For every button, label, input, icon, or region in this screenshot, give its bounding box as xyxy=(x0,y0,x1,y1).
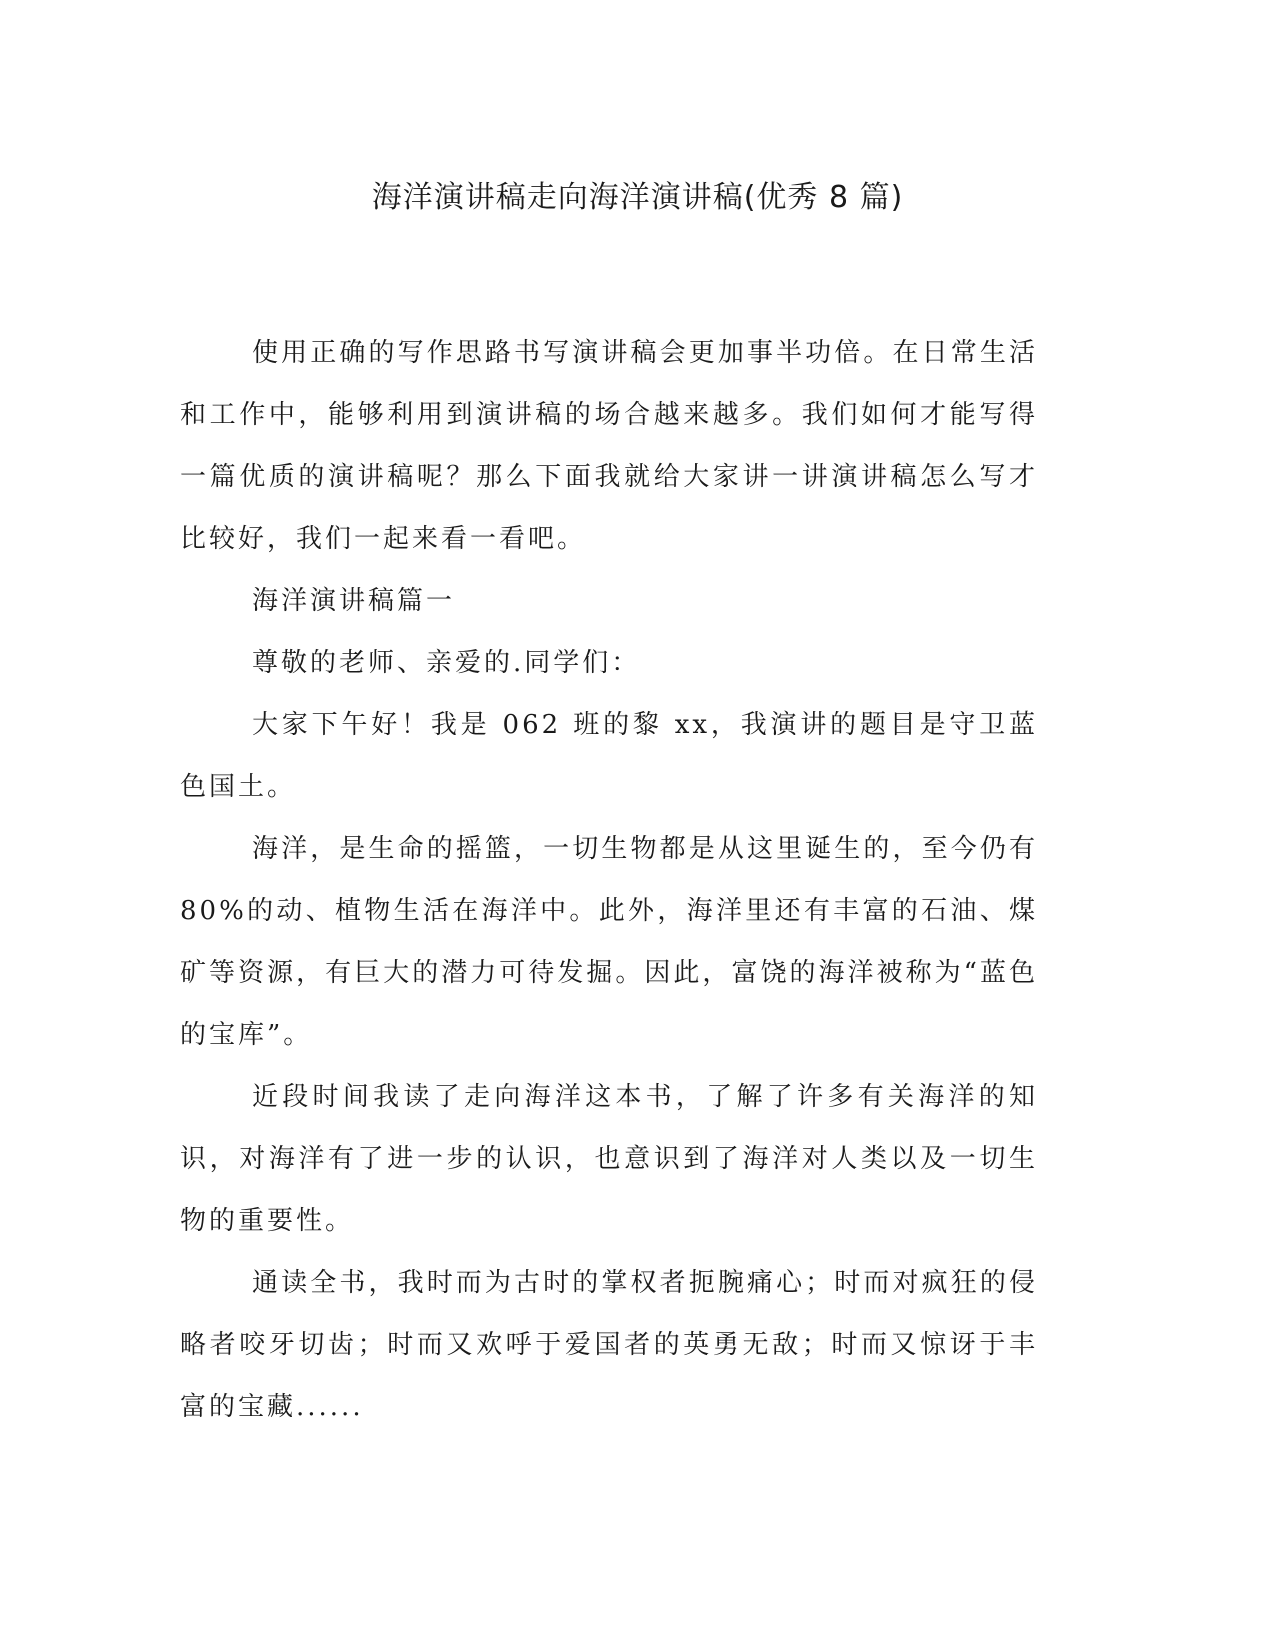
document-body xyxy=(180,322,1038,1438)
section-heading: 海洋演讲稿篇一 xyxy=(252,586,456,616)
salutation-paragraph: 尊敬的老师、亲爱的.同学们： xyxy=(252,648,641,678)
book-paragraph: 近段时间我读了走向海洋这本书，了解了许多有关海洋的知识，对海洋有了进一步的认识，也意识到了海洋对人类以及一切生物的重要性。 xyxy=(180,1082,1038,1236)
reading-paragraph: 通读全书，我时而为古时的掌权者扼腕痛心；时而对疯狂的侵略者咬牙切齿；时而又欢呼于爱国者的英勇无敌；时而又惊讶于丰富的宝藏...... xyxy=(180,1268,1038,1422)
intro-paragraph: 使用正确的写作思路书写演讲稿会更加事半功倍。在日常生活和工作中，能够利用到演讲稿的场合越来越多。我们如何才能写得一篇优质的演讲稿呢？那么下面我就给大家讲一讲演讲稿怎么写才比较好，我们一起来看一看吧。 xyxy=(180,338,1038,554)
greeting-paragraph: 大家下午好！我是 062 班的黎 xx，我演讲的题目是守卫蓝色国土。 xyxy=(180,710,1038,802)
ocean-paragraph: 海洋，是生命的摇篮，一切生物都是从这里诞生的，至今仍有 80%的动、植物生活在海洋中。此外，海洋里还有丰富的石油、煤矿等资源，有巨大的潜力可待发掘。因此，富饶的海洋被称为“蓝色的宝库”。 xyxy=(180,834,1038,1050)
document-title: 海洋演讲稿走向海洋演讲稿(优秀 8 篇) xyxy=(371,180,904,215)
